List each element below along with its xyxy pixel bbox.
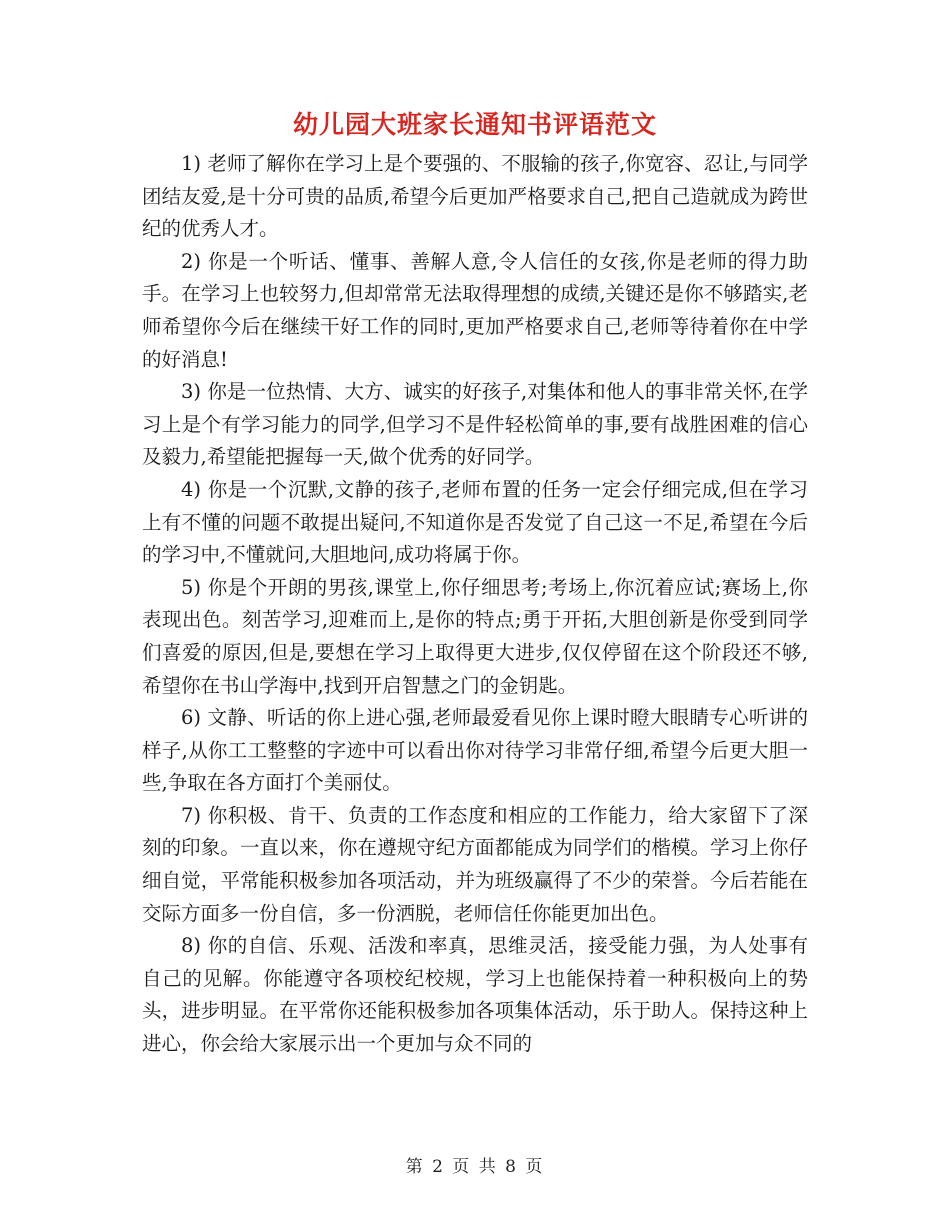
document-title: 幼儿园大班家长通知书评语范文 <box>292 110 657 139</box>
document-body <box>142 148 808 1061</box>
comment-paragraph-6: 6) 文静、听话的你上进心强,老师最爱看见你上课时瞪大眼睛专心听讲的样子,从你工工整整的字迹中可以看出你对待学习非常仔细,希望今后更大胆一些,争取在各方面打个美丽仗。 <box>142 706 808 795</box>
page-number-footer: 第 2 页 共 8 页 <box>405 1157 545 1177</box>
comment-paragraph-7: 7) 你积极、肯干、负责的工作态度和相应的工作能力，给大家留下了深刻的印象。一直以来，你在遵规守纪方面都能成为同学们的楷模。学习上你仔细自觉，平常能积极参加各项活动，并为班级赢得了不少的荣誉。今后若能在交际方面多一份自信，多一份洒脱，老师信任你能更加出色。 <box>142 803 808 925</box>
comment-paragraph-8: 8) 你的自信、乐观、活泼和率真，思维灵活，接受能力强，为人处事有自己的见解。你能遵守各项校纪校规，学习上也能保持着一种积极向上的势头，进步明显。在平常你还能积极参加各项集体活动，乐于助人。保持这种上进心，你会给大家展示出一个更加与众不同的 <box>142 934 808 1056</box>
comment-paragraph-4: 4) 你是一个沉默,文静的孩子,老师布置的任务一定会仔细完成,但在学习上有不懂的问题不敢提出疑问,不知道你是否发觉了自己这一不足,希望在今后的学习中,不懂就问,大胆地问,成功将属于你。 <box>142 477 808 567</box>
comment-paragraph-5: 5) 你是个开朗的男孩,课堂上,你仔细思考;考场上,你沉着应试;赛场上,你表现出色。刻苦学习,迎难而上,是你的特点;勇于开拓,大胆创新是你受到同学们喜爱的原因,但是,要想在学习上取得更大进步,仅仅停留在这个阶段还不够,希望你在书山学海中,找到开启智慧之门的金钥匙。 <box>142 575 808 697</box>
comment-paragraph-3: 3) 你是一位热情、大方、诚实的好孩子,对集体和他人的事非常关怀,在学习上是个有学习能力的同学,但学习不是件轻松简单的事,要有战胜困难的信心及毅力,希望能把握每一天,做个优秀的好同学。 <box>142 380 808 469</box>
comment-paragraph-1: 1) 老师了解你在学习上是个要强的、不服输的孩子,你宽容、忍让,与同学团结友爱,是十分可贵的品质,希望今后更加严格要求自己,把自己造就成为跨世纪的优秀人才。 <box>142 152 808 241</box>
comment-paragraph-2: 2) 你是一个听话、懂事、善解人意,令人信任的女孩,你是老师的得力助手。在学习上也较努力,但却常常无法取得理想的成绩,关键还是你不够踏实,老师希望你今后在继续干好工作的同时,更加严格要求自己,老师等待着你在中学的好消息! <box>142 249 808 371</box>
